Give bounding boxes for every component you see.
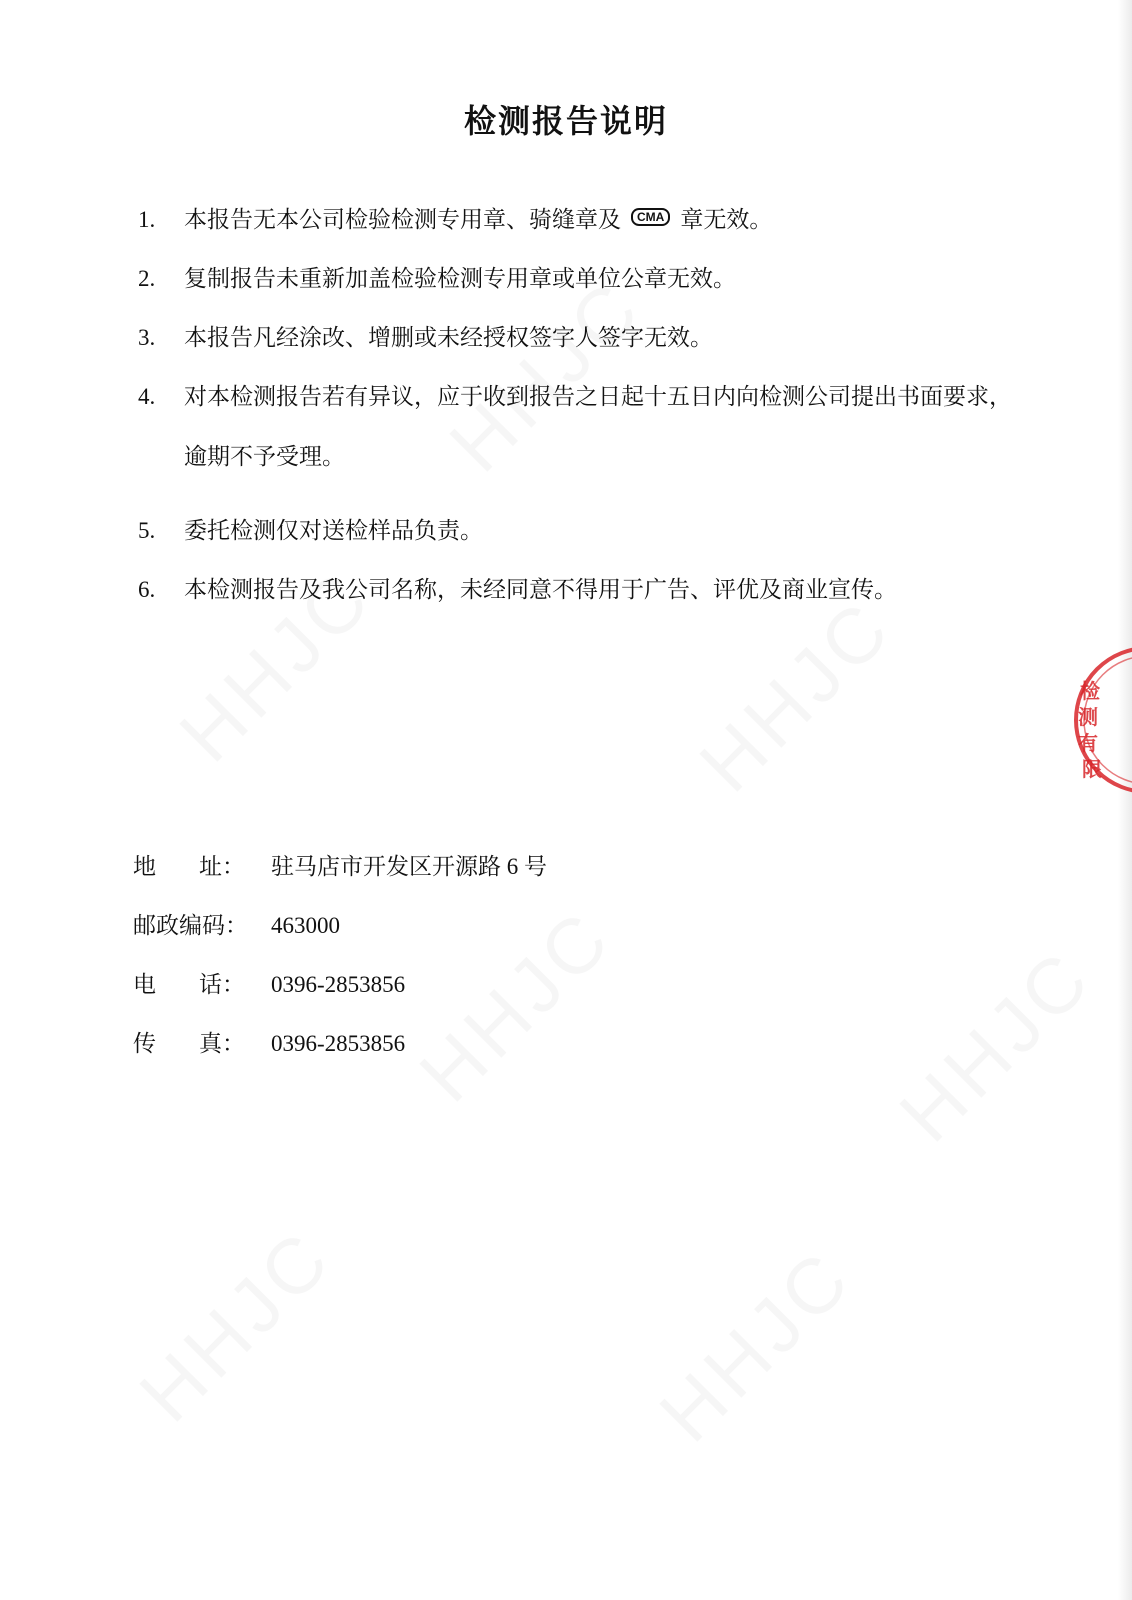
- phone-value: 0396-2853856: [271, 972, 406, 997]
- fax-label: [133, 1025, 271, 1058]
- fax-value: 0396-2853856: [271, 1031, 406, 1056]
- address-row: [133, 848, 833, 878]
- page-edge-shadow: [1118, 0, 1132, 1600]
- address-value: 驻马店市开发区开源路 6 号: [271, 854, 547, 879]
- phone-label-char: 话：: [199, 972, 245, 998]
- note-text: 本检测报告及我公司名称，未经同意不得用于广告、评优及商业宣传。: [184, 577, 897, 603]
- note-text: 复制报告未重新加盖检验检测专用章或单位公章无效。: [184, 266, 736, 292]
- note-item: [138, 382, 1038, 487]
- svg-text:检: 检: [1080, 679, 1100, 703]
- postcode-label: 邮政编码：: [133, 913, 248, 939]
- address-label-char: 地: [133, 854, 156, 880]
- fax-label-char: 传: [133, 1031, 156, 1057]
- watermark: [882, 931, 1110, 1159]
- fax-label-char: 真：: [199, 1031, 245, 1057]
- note-text-part: 章无效。: [680, 207, 773, 233]
- postcode-row: [133, 907, 833, 937]
- note-number: 3.: [138, 325, 156, 350]
- page-title: 检测报告说明: [463, 102, 668, 140]
- watermark: [642, 1231, 870, 1459]
- note-item: [138, 516, 1038, 546]
- note-number: 5.: [138, 518, 156, 543]
- phone-label: [133, 966, 271, 999]
- watermark: [122, 1211, 350, 1439]
- svg-text:有: 有: [1078, 731, 1098, 755]
- phone-row: [133, 966, 833, 996]
- note-item: [138, 264, 1038, 294]
- svg-text:限: 限: [1082, 757, 1102, 781]
- svg-text:测: 测: [1078, 705, 1098, 729]
- note-text-part: 本报告无本公司检验检测专用章、骑缝章及: [184, 207, 621, 233]
- note-number: 2.: [138, 266, 156, 291]
- note-item: [138, 575, 1038, 605]
- postcode-value: 463000: [271, 913, 340, 938]
- note-item: [138, 205, 1038, 235]
- note-text: 本报告凡经涂改、增删或未经授权签字人签字无效。: [184, 325, 713, 351]
- note-text: 委托检测仅对送检样品负责。: [184, 518, 483, 544]
- cma-mark-icon: CMA: [631, 208, 670, 226]
- address-label-char: 址：: [199, 854, 245, 880]
- note-number: 4.: [138, 384, 156, 409]
- note-number: 6.: [138, 577, 156, 602]
- phone-label-char: 电: [133, 972, 156, 998]
- contact-info: [133, 848, 833, 1084]
- address-label: [133, 848, 271, 881]
- note-number: 1.: [138, 207, 156, 232]
- notes-list: [138, 205, 1038, 634]
- note-text: [184, 205, 772, 235]
- fax-row: [133, 1025, 833, 1055]
- note-text: 对本检测报告若有异议，应于收到报告之日起十五日内向检测公司提出书面要求，逾期不予受理。: [184, 384, 1012, 470]
- note-item: [138, 323, 1038, 353]
